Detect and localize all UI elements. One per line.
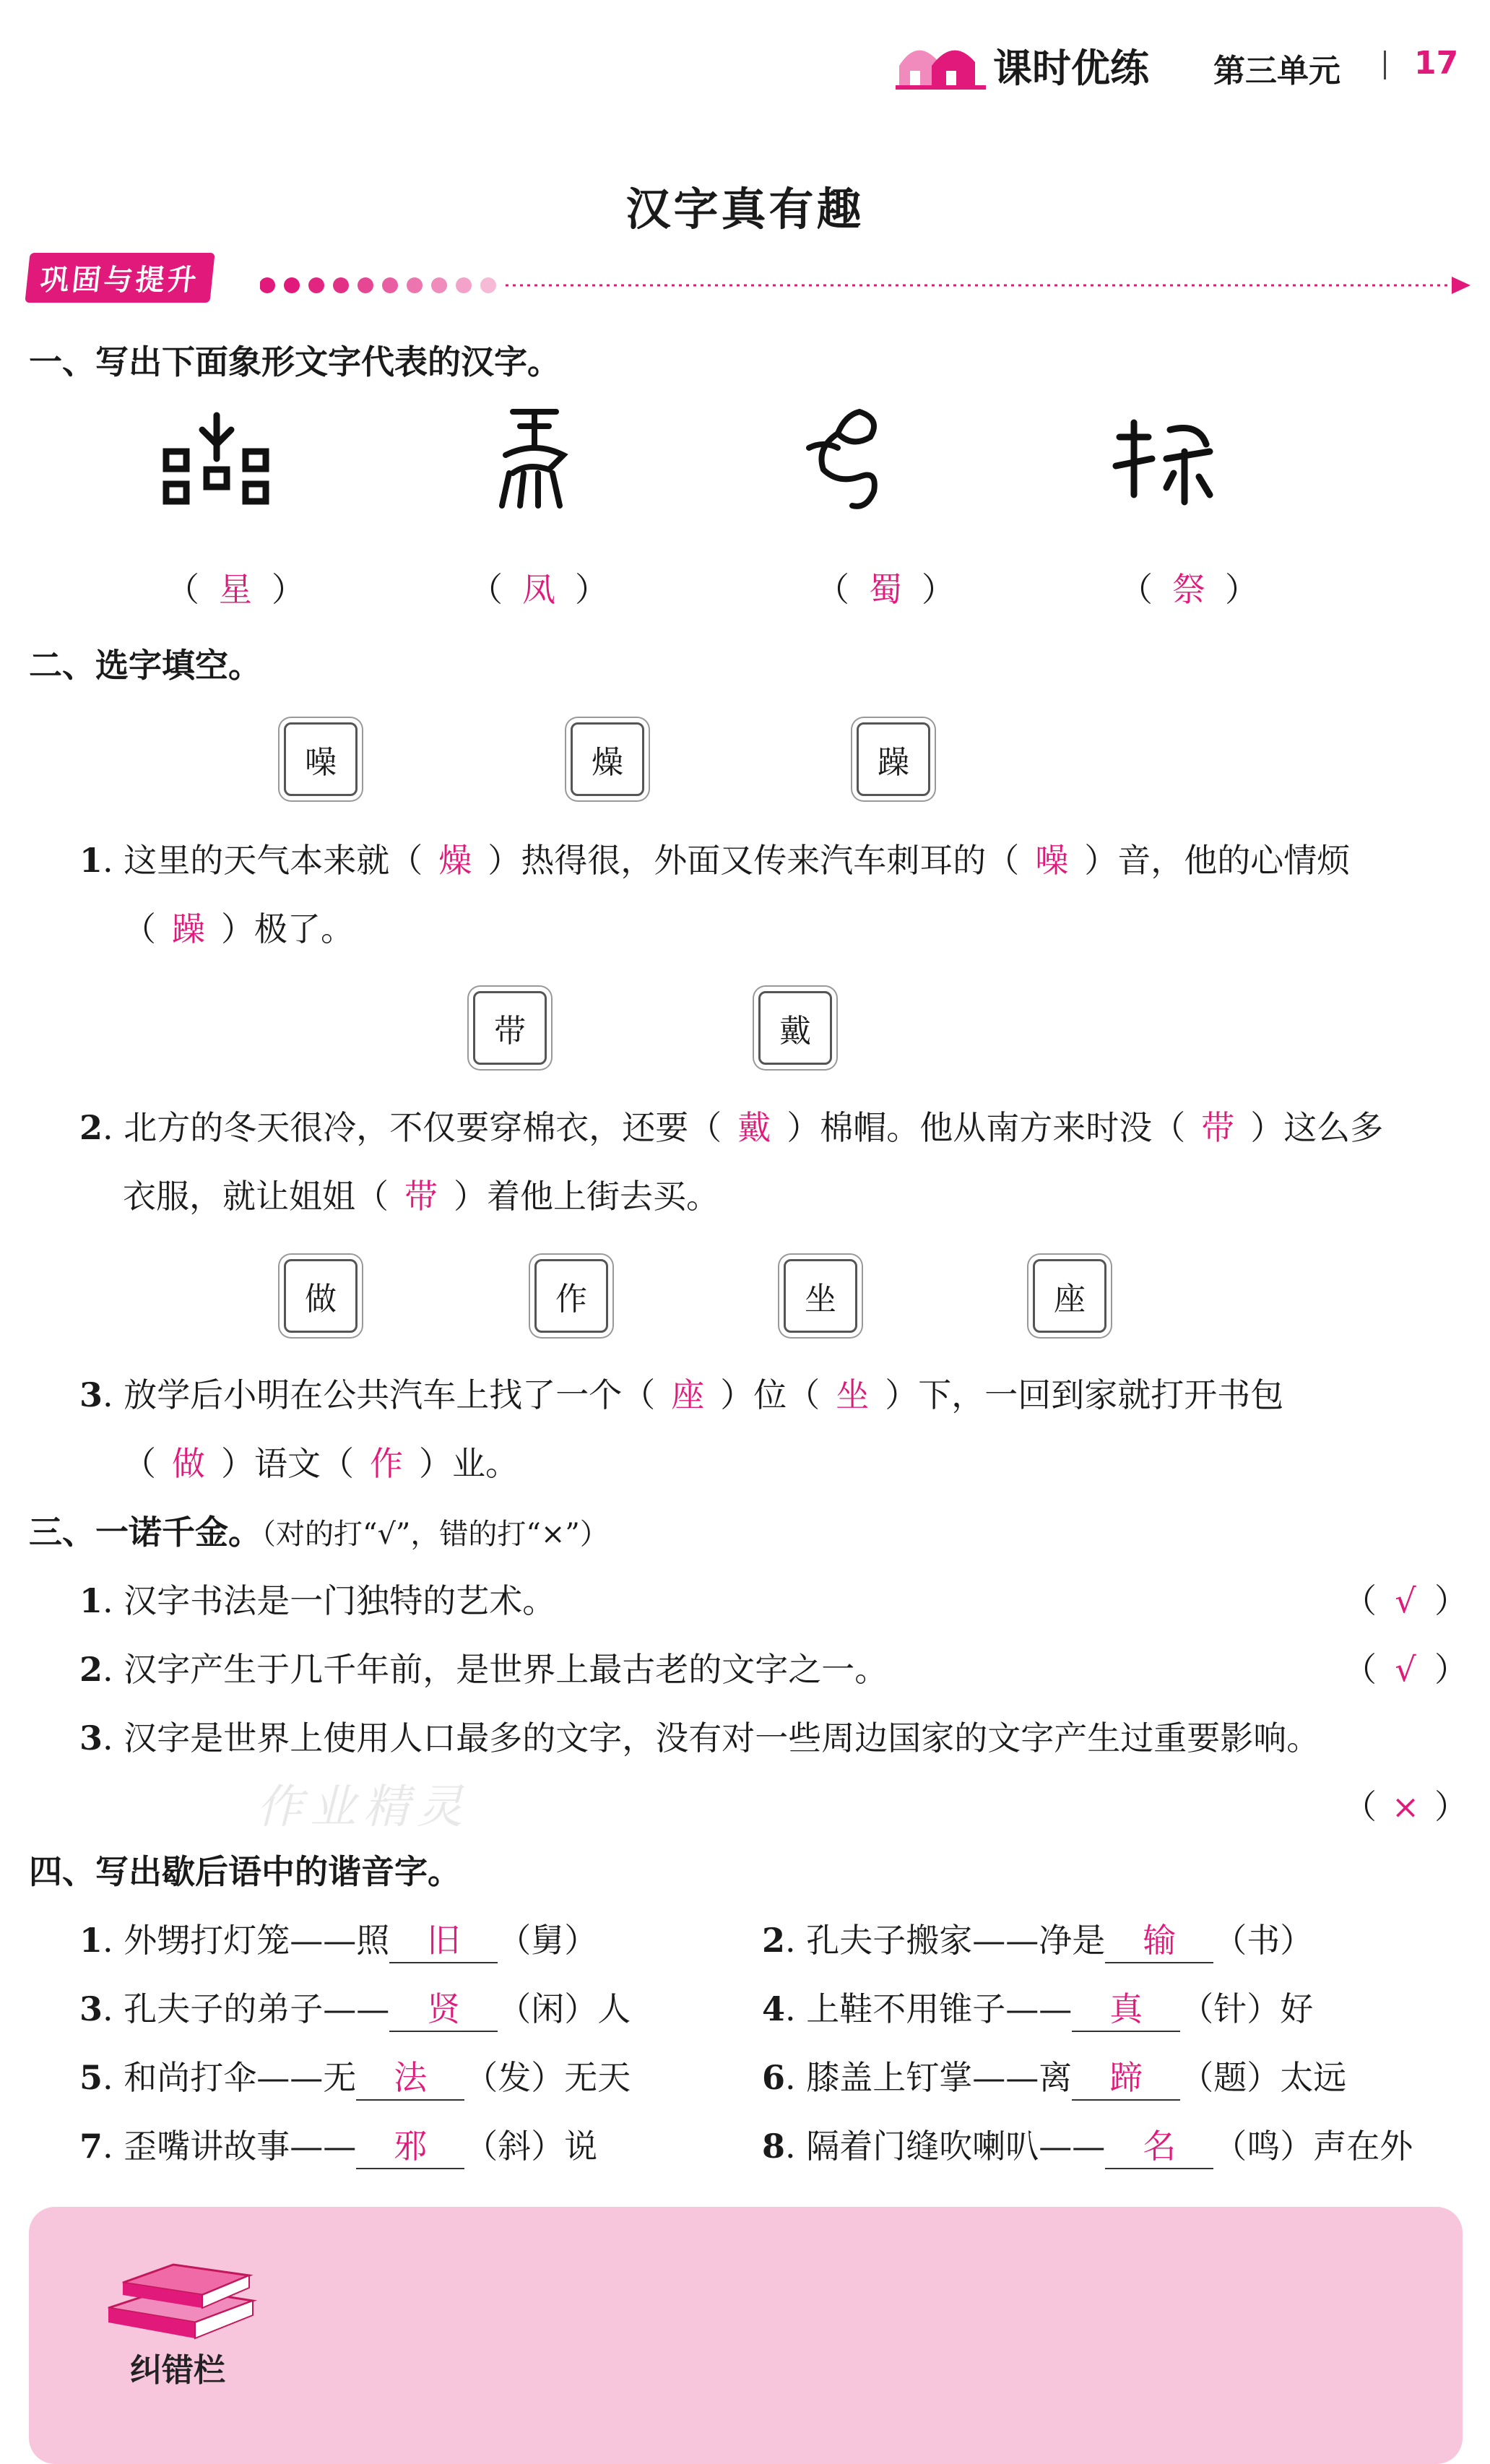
- char-box: 座: [1033, 1259, 1106, 1333]
- answer-row-3: （ 蜀 ）: [816, 563, 955, 611]
- fill-answer[interactable]: 真: [1072, 1983, 1180, 2032]
- fill-answer[interactable]: 邪: [356, 2120, 464, 2169]
- char-box: 作: [534, 1259, 608, 1333]
- unit-label: 第三单元: [1213, 53, 1340, 90]
- text: ）音，他的心情烦: [1084, 841, 1351, 880]
- text: ）着他上街去买。: [454, 1177, 719, 1216]
- answer-3[interactable]: 蜀: [869, 570, 902, 609]
- text: 孔夫子的弟子——: [124, 1989, 390, 2028]
- question-number: 6: [762, 2058, 786, 2097]
- fill-answer[interactable]: 戴: [737, 1108, 771, 1147]
- question-number: 1: [79, 841, 103, 880]
- text: （发）无天: [464, 2058, 631, 2097]
- char-box: 做: [284, 1259, 358, 1333]
- text: ）下，一回到家就打开书包: [885, 1375, 1284, 1414]
- dotted-arrow-divider: [260, 271, 1473, 300]
- watermark: 作业精灵: [256, 1781, 470, 1834]
- text: ）这么多: [1250, 1108, 1384, 1147]
- book-title: 课时优练: [993, 46, 1149, 91]
- fill-answer[interactable]: 带: [404, 1177, 438, 1216]
- correction-label: 纠错栏: [130, 2352, 225, 2389]
- text: 和尚打伞——无: [124, 2058, 357, 2097]
- judge-answer-3: （ × ）: [1343, 1787, 1468, 1826]
- text: 上鞋不用锥子——: [806, 1989, 1073, 2028]
- text: 外甥打灯笼——照: [124, 1921, 390, 1960]
- fill-answer[interactable]: 作: [370, 1444, 403, 1483]
- judge-answer-2: （ √ ）: [1343, 1650, 1468, 1689]
- text: 这里的天气本来就（: [124, 841, 423, 880]
- text: 隔着门缝吹喇叭——: [806, 2127, 1106, 2166]
- xiehouyu-2: 2. 孔夫子搬家——净是 输 （书）: [762, 1914, 1313, 1963]
- xiehouyu-4: 4. 上鞋不用锥子—— 真 （针）好: [762, 1983, 1313, 2032]
- text: 汉字产生于几千年前，是世界上最古老的文字之一。: [124, 1650, 888, 1689]
- book-stack-icon: [101, 2250, 260, 2344]
- text: 汉字是世界上使用人口最多的文字，没有对一些周边国家的文字产生过重要影响。: [124, 1719, 1320, 1758]
- q2-2-line-1: 2. 北方的冬天很冷，不仅要穿棉衣，还要（ 戴 ）棉帽。他从南方来时没（ 带 ）这么多: [79, 1102, 1383, 1149]
- question-number: 4: [762, 1989, 786, 2028]
- answer-4[interactable]: 祭: [1172, 570, 1205, 609]
- text: ）业。: [419, 1444, 519, 1483]
- answer-row-4: （ 祭 ）: [1119, 563, 1258, 611]
- char-box: 戴: [758, 991, 832, 1065]
- q2-1-line-2: [123, 903, 354, 951]
- oracle-bone-glyph: [159, 408, 274, 516]
- oracle-bone-glyph: [1105, 408, 1221, 516]
- text: 孔夫子搬家——净是: [806, 1921, 1106, 1960]
- answer-row-1: （ 星 ）: [166, 563, 305, 611]
- oracle-bone-glyph: [794, 405, 910, 513]
- judge-item-1: 1. 汉字书法是一门独特的艺术。: [79, 1581, 556, 1620]
- fill-answer[interactable]: 噪: [1035, 841, 1069, 880]
- fill-answer[interactable]: 旧: [389, 1914, 498, 1963]
- fill-answer[interactable]: 做: [172, 1444, 205, 1483]
- fill-answer[interactable]: 坐: [836, 1375, 870, 1414]
- xiehouyu-3: 3. 孔夫子的弟子—— 贤 （闲）人: [79, 1983, 631, 2032]
- text: ）极了。: [221, 909, 354, 948]
- question-number: 3: [79, 1989, 103, 2028]
- text: 放学后小明在公共汽车上找了一个（: [124, 1375, 656, 1414]
- q2-3-line-2: [123, 1438, 519, 1485]
- question-number: 3: [79, 1719, 103, 1758]
- char-box: 带: [473, 991, 547, 1065]
- q2-1-line-1: 1. 这里的天气本来就（ 燥 ）热得很，外面又传来汽车刺耳的（ 噪 ）音，他的心情烦: [79, 834, 1350, 882]
- judge-answer[interactable]: √: [1395, 1650, 1416, 1689]
- header-divider: [1384, 51, 1386, 79]
- text: 北方的冬天很冷，不仅要穿棉衣，还要（: [124, 1108, 722, 1147]
- section-2-heading: 二、选字填空。: [29, 646, 261, 685]
- text: （题）太远: [1180, 2058, 1347, 2097]
- question-number: 3: [79, 1375, 103, 1414]
- char-box: 噪: [284, 722, 358, 796]
- heading-note: （对的打“√”，错的打“×”）: [261, 1518, 609, 1551]
- q2-3-line-1: 3. 放学后小明在公共汽车上找了一个（ 座 ）位（ 坐 ）下，一回到家就打开书包: [79, 1369, 1283, 1417]
- fill-answer[interactable]: 躁: [172, 909, 205, 948]
- text: ）位（: [720, 1375, 820, 1414]
- xiehouyu-7: 7. 歪嘴讲故事—— 邪 （斜）说: [79, 2120, 597, 2169]
- question-number: 8: [762, 2127, 786, 2166]
- answer-2[interactable]: 凤: [522, 570, 555, 609]
- text: （: [123, 909, 156, 948]
- answer-row-2: （ 凤 ）: [469, 563, 608, 611]
- q2-2-line-2: [123, 1170, 719, 1218]
- question-number: 2: [79, 1108, 103, 1147]
- question-number: 5: [79, 2058, 103, 2097]
- text: 汉字书法是一门独特的艺术。: [124, 1581, 556, 1620]
- lesson-title: 汉字真有趣: [625, 183, 865, 235]
- text: （书）: [1213, 1921, 1314, 1960]
- house-icon: [896, 33, 989, 91]
- text: ）语文（: [221, 1444, 354, 1483]
- header: [888, 29, 1466, 108]
- judge-answer-1: （ √ ）: [1343, 1581, 1468, 1620]
- question-number: 1: [79, 1581, 103, 1620]
- text: 膝盖上钉掌——离: [806, 2058, 1073, 2097]
- xiehouyu-5: 5. 和尚打伞——无 法 （发）无天: [79, 2052, 631, 2101]
- section-badge: 巩固与提升: [25, 253, 215, 303]
- text: ）棉帽。他从南方来时没（: [787, 1108, 1186, 1147]
- section-3-heading: [29, 1506, 609, 1554]
- judge-answer[interactable]: ×: [1391, 1787, 1420, 1826]
- section-4-heading: 四、写出歇后语中的谐音字。: [29, 1852, 461, 1891]
- question-number: 1: [79, 1921, 103, 1960]
- fill-answer[interactable]: 输: [1105, 1914, 1213, 1963]
- char-box: 坐: [784, 1259, 857, 1333]
- judge-answer[interactable]: √: [1395, 1581, 1416, 1620]
- fill-answer[interactable]: 燥: [438, 841, 472, 880]
- text: （闲）人: [498, 1989, 631, 2028]
- text: 歪嘴讲故事——: [124, 2127, 357, 2166]
- fill-answer[interactable]: 名: [1105, 2120, 1213, 2169]
- heading-text: 三、一诺千金。: [29, 1513, 261, 1552]
- fill-answer[interactable]: 带: [1201, 1108, 1235, 1147]
- question-number: 7: [79, 2127, 103, 2166]
- fill-answer[interactable]: 贤: [389, 1983, 498, 2032]
- text: （鸣）声在外: [1213, 2127, 1413, 2166]
- judge-item-3: 3. 汉字是世界上使用人口最多的文字，没有对一些周边国家的文字产生过重要影响。: [79, 1719, 1320, 1758]
- page-number: 17: [1414, 45, 1459, 82]
- xiehouyu-1: 1. 外甥打灯笼——照 旧 （舅）: [79, 1914, 597, 1963]
- answer-1[interactable]: 星: [219, 570, 252, 609]
- text: （舅）: [498, 1921, 598, 1960]
- section-1-heading: 一、写出下面象形文字代表的汉字。: [29, 342, 560, 381]
- text: ）热得很，外面又传来汽车刺耳的（: [488, 841, 1020, 880]
- text: 衣服，就让姐姐（: [123, 1177, 389, 1216]
- char-box: 躁: [857, 722, 930, 796]
- text: （斜）说: [464, 2127, 598, 2166]
- question-number: 2: [79, 1650, 103, 1689]
- fill-answer[interactable]: 蹄: [1072, 2052, 1180, 2101]
- fill-answer[interactable]: 座: [671, 1375, 705, 1414]
- text: （: [123, 1444, 156, 1483]
- xiehouyu-8: 8. 隔着门缝吹喇叭—— 名 （鸣）声在外: [762, 2120, 1413, 2169]
- text: （针）好: [1180, 1989, 1314, 2028]
- question-number: 2: [762, 1921, 786, 1960]
- char-box: 燥: [571, 722, 644, 796]
- fill-answer[interactable]: 法: [356, 2052, 464, 2101]
- judge-item-2: 2. 汉字产生于几千年前，是世界上最古老的文字之一。: [79, 1650, 888, 1689]
- oracle-bone-glyph: [477, 405, 592, 513]
- xiehouyu-6: 6. 膝盖上钉掌——离 蹄 （题）太远: [762, 2052, 1346, 2101]
